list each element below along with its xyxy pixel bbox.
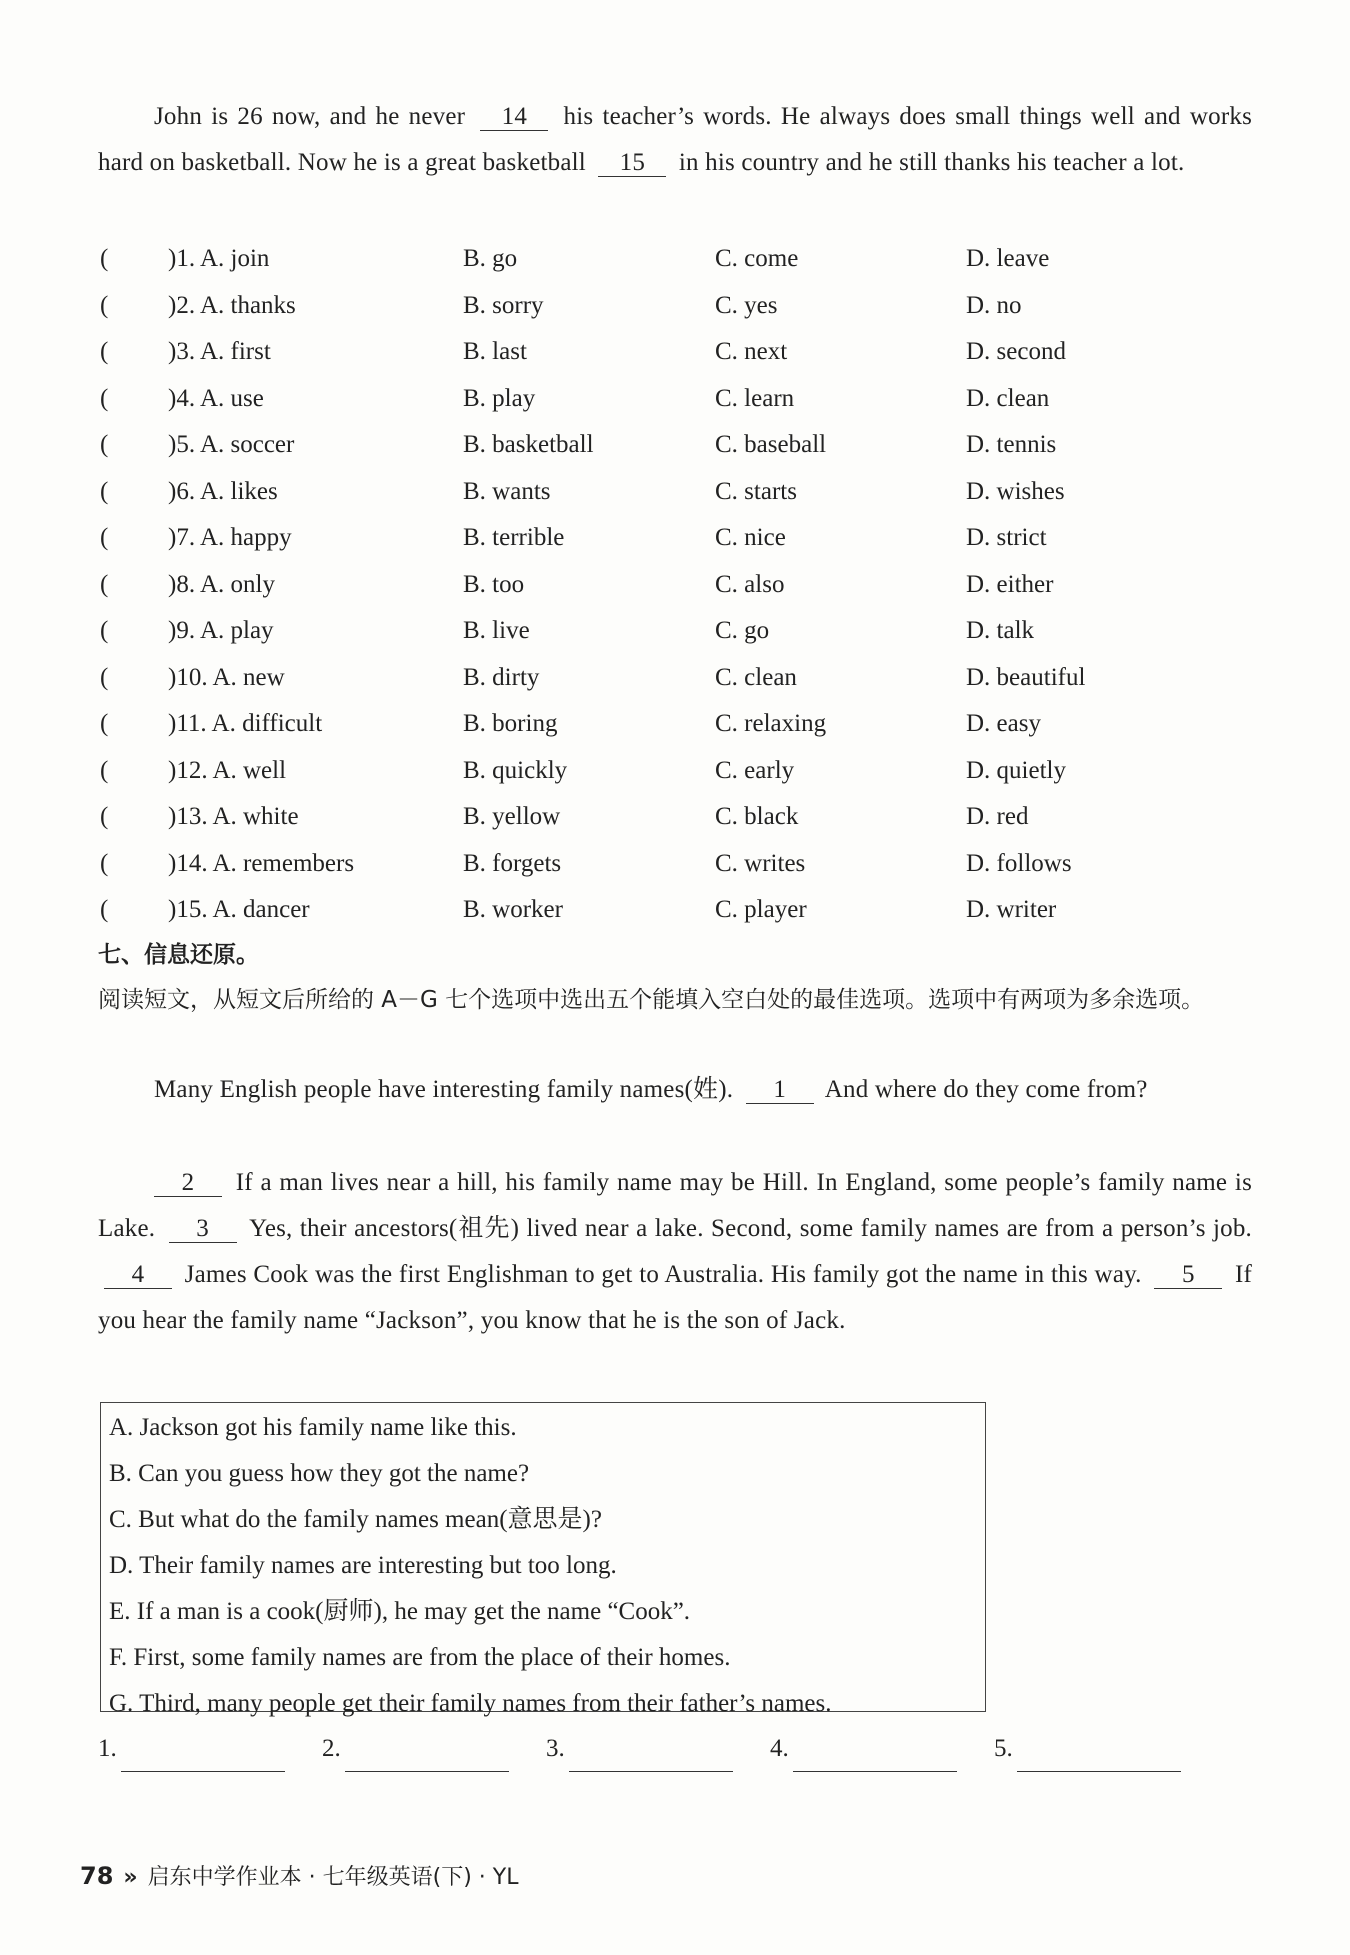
option-d[interactable]: D. leave	[966, 245, 1050, 272]
option-d[interactable]: D. wishes	[966, 477, 1065, 505]
cloze-passage-end	[98, 94, 1252, 186]
option-b[interactable]: B. go	[463, 245, 518, 272]
mc-question-row	[98, 794, 1258, 840]
question-number-and-option-a	[168, 608, 274, 654]
blank-3[interactable]: 3	[169, 1216, 237, 1243]
mc-question-row	[98, 841, 1258, 887]
option-c[interactable]: C. starts	[715, 477, 797, 505]
answer-label: 3.	[546, 1735, 565, 1762]
answer-label: 2.	[322, 1735, 341, 1762]
question-number-and-option-a	[168, 655, 285, 701]
option-a-text[interactable]: A. thanks	[199, 291, 296, 319]
passage-text: John is 26 now, and he never	[154, 103, 466, 130]
option-a: A. Jackson got his family name like this.	[109, 1414, 517, 1441]
answer-line[interactable]	[1017, 1741, 1181, 1772]
question-number: )10.	[168, 663, 208, 691]
mc-question-row	[98, 329, 1258, 375]
answer-paren[interactable]: (	[100, 477, 109, 505]
option-a-text[interactable]: A. well	[212, 756, 287, 784]
mc-question-row	[98, 515, 1258, 561]
option-b[interactable]: B. last	[463, 338, 527, 365]
option-d[interactable]: D. quietly	[966, 756, 1066, 784]
blank-4[interactable]: 4	[104, 1262, 172, 1289]
page-footer	[80, 1858, 518, 1896]
option-d[interactable]: D. easy	[966, 710, 1041, 737]
option-b[interactable]: B. dirty	[463, 663, 540, 691]
option-c[interactable]: C. writes	[715, 849, 806, 877]
question-number-and-option-a	[168, 887, 310, 933]
option-d[interactable]: D. either	[966, 570, 1054, 598]
answer-label: 1.	[98, 1735, 117, 1762]
mc-question-row	[98, 701, 1258, 747]
option-a-text[interactable]: A. soccer	[199, 431, 295, 458]
question-number: )9.	[168, 617, 196, 644]
option-c[interactable]: C. go	[715, 617, 770, 644]
question-number: )5.	[168, 431, 196, 458]
option-a-text[interactable]: A. likes	[199, 477, 278, 505]
question-number-and-option-a	[168, 515, 292, 561]
option-a-text[interactable]: A. dancer	[212, 896, 310, 923]
passage-text: James Cook was the first Englishman to get to Australia. His family got the name in this way.	[184, 1261, 1142, 1288]
option-b[interactable]: B. quickly	[463, 756, 568, 784]
question-number: )12.	[168, 756, 208, 784]
question-number: )7.	[168, 524, 196, 551]
option-f: F. First, some family names are from the place of their homes.	[109, 1644, 731, 1671]
passage-text: Many English people have interesting family names(姓).	[154, 1076, 734, 1103]
mc-question-row	[98, 748, 1258, 794]
option-c[interactable]: C. player	[715, 896, 807, 923]
book-title: 启东中学作业本 · 七年级英语(下) · YL	[147, 1865, 519, 1890]
option-d[interactable]: D. clean	[966, 384, 1050, 412]
option-b[interactable]: B. terrible	[463, 524, 565, 551]
mc-question-row	[98, 422, 1258, 468]
mc-question-row	[98, 655, 1258, 701]
question-number-and-option-a	[168, 841, 354, 887]
answer-paren[interactable]: (	[100, 431, 109, 458]
blank-5[interactable]: 5	[1154, 1262, 1222, 1289]
option-d[interactable]: D. strict	[966, 524, 1047, 551]
question-number: )14.	[168, 849, 208, 877]
question-number-and-option-a	[168, 329, 271, 375]
option-a-text[interactable]: A. play	[199, 617, 274, 644]
answer-slot-2[interactable]	[322, 1726, 509, 1772]
answer-line[interactable]	[569, 1741, 733, 1772]
option-d[interactable]: D. writer	[966, 896, 1057, 923]
option-a-text[interactable]: A. remembers	[212, 849, 355, 877]
answer-line[interactable]	[345, 1741, 509, 1772]
mc-question-row	[98, 608, 1258, 654]
mc-question-row	[98, 887, 1258, 933]
option-c[interactable]: C. black	[715, 803, 799, 830]
answer-paren[interactable]: (	[100, 617, 109, 644]
answer-line[interactable]	[121, 1741, 285, 1772]
options-box	[100, 1402, 986, 1717]
answer-paren[interactable]: (	[100, 384, 109, 412]
answer-slot-4[interactable]	[770, 1726, 957, 1772]
option-d[interactable]: D. follows	[966, 849, 1072, 877]
option-c[interactable]: C. nice	[715, 524, 786, 551]
option-a-text[interactable]: A. only	[199, 570, 275, 598]
question-number: )4.	[168, 384, 196, 412]
option-c[interactable]: C. also	[715, 570, 785, 598]
section-instruction: 阅读短文，从短文后所给的 A－G 七个选项中选出五个能填入空白处的最佳选项。选项中有两项为多余选项。	[98, 987, 1205, 1013]
option-c[interactable]: C. early	[715, 756, 795, 784]
option-b[interactable]: B. boring	[463, 710, 558, 737]
question-number: )6.	[168, 477, 196, 505]
answer-line[interactable]	[793, 1741, 957, 1772]
option-a-text[interactable]: A. difficult	[211, 710, 323, 737]
passage-text: his teacher’s words. He always does small things well and works hard on basketball. Now he is a great basketball	[98, 103, 1252, 176]
answer-paren[interactable]: (	[100, 849, 109, 877]
option-c[interactable]: C. yes	[715, 291, 778, 319]
blank-2[interactable]: 2	[154, 1170, 222, 1197]
answer-label: 5.	[994, 1735, 1013, 1762]
answer-paren[interactable]: (	[100, 803, 109, 830]
question-number: )11.	[168, 710, 207, 737]
option-d[interactable]: D. talk	[966, 617, 1035, 644]
question-number-and-option-a	[168, 469, 278, 515]
option-b[interactable]: B. forgets	[463, 849, 562, 877]
answer-paren[interactable]: (	[100, 524, 109, 551]
passage-text: Yes, their ancestors(祖先) lived near a lake. Second, some family names are from a person’s job.	[249, 1215, 1253, 1242]
option-a-text[interactable]: A. white	[212, 803, 299, 830]
passage-text: in his country and he still thanks his teacher a lot.	[678, 149, 1185, 176]
option-d[interactable]: D. no	[966, 291, 1022, 319]
question-number: )8.	[168, 570, 196, 598]
option-c[interactable]: C. learn	[715, 384, 795, 412]
answer-label: 4.	[770, 1735, 789, 1762]
answer-slot-3[interactable]	[546, 1726, 733, 1772]
mc-question-row	[98, 283, 1258, 329]
answer-paren[interactable]: (	[100, 710, 109, 737]
answer-paren[interactable]: (	[100, 663, 109, 691]
answer-paren[interactable]: (	[100, 338, 109, 365]
question-number-and-option-a	[168, 422, 294, 468]
blank-14[interactable]: 14	[480, 104, 548, 131]
option-d[interactable]: D. second	[966, 338, 1066, 365]
passage-text: If you hear the family name “Jackson”, you know that he is the son of Jack.	[98, 1261, 1253, 1334]
option-c[interactable]: C. come	[715, 245, 799, 272]
option-d[interactable]: D. tennis	[966, 431, 1057, 458]
option-a-text[interactable]: A. join	[199, 245, 270, 272]
question-number: )1.	[168, 245, 196, 272]
blank-15[interactable]: 15	[598, 150, 666, 177]
question-number-and-option-a	[168, 376, 264, 422]
option-b[interactable]: B. basketball	[463, 431, 594, 458]
mc-question-row	[98, 562, 1258, 608]
passage-text: And where do they come from?	[824, 1076, 1148, 1103]
option-c: C. But what do the family names mean(意思是)?	[109, 1506, 602, 1533]
option-c[interactable]: C. relaxing	[715, 710, 827, 737]
option-b[interactable]: B. worker	[463, 896, 563, 923]
option-b[interactable]: B. live	[463, 617, 530, 644]
option-b[interactable]: B. wants	[463, 477, 551, 505]
option-b: B. Can you guess how they got the name?	[109, 1460, 530, 1487]
answer-paren[interactable]: (	[100, 570, 109, 598]
question-number-and-option-a	[168, 236, 269, 282]
double-chevron-icon: »	[123, 1865, 138, 1890]
question-number: )13.	[168, 803, 208, 830]
option-b[interactable]: B. play	[463, 384, 536, 412]
question-number-and-option-a	[168, 562, 275, 608]
answer-paren[interactable]: (	[100, 245, 109, 272]
mc-question-row	[98, 469, 1258, 515]
blank-1[interactable]: 1	[746, 1077, 814, 1104]
option-c[interactable]: C. baseball	[715, 431, 827, 458]
option-g: G. Third, many people get their family names from their father’s names.	[109, 1690, 832, 1717]
question-number: )2.	[168, 291, 196, 319]
option-d[interactable]: D. beautiful	[966, 663, 1086, 691]
mc-question-row	[98, 236, 1258, 282]
answer-slot-1[interactable]	[98, 1726, 285, 1772]
option-a-text[interactable]: A. first	[199, 338, 271, 365]
option-d: D. Their family names are interesting but too long.	[109, 1552, 617, 1579]
option-c[interactable]: C. clean	[715, 663, 797, 691]
answer-paren[interactable]: (	[100, 756, 109, 784]
mc-question-row	[98, 376, 1258, 422]
option-b[interactable]: B. too	[463, 570, 525, 598]
answer-slot-5[interactable]	[994, 1726, 1181, 1772]
option-a-text[interactable]: A. new	[212, 663, 285, 691]
option-c[interactable]: C. next	[715, 338, 788, 365]
section-title: 七、信息还原。	[98, 942, 259, 968]
question-number-and-option-a	[168, 283, 296, 329]
option-b[interactable]: B. yellow	[463, 803, 561, 830]
reading-paragraph-1	[98, 1067, 1252, 1113]
question-number: )15.	[168, 896, 208, 923]
question-number-and-option-a	[168, 701, 322, 747]
option-a-text[interactable]: A. use	[199, 384, 264, 412]
question-number-and-option-a	[168, 748, 286, 794]
question-number: )3.	[168, 338, 196, 365]
answer-paren[interactable]: (	[100, 896, 109, 923]
passage-text: If a man lives near a hill, his family name may be Hill. In England, some people’s family name is Lake.	[98, 1169, 1252, 1242]
answer-paren[interactable]: (	[100, 291, 109, 319]
reading-paragraph-2	[98, 1160, 1252, 1344]
question-number-and-option-a	[168, 794, 299, 840]
option-e: E. If a man is a cook(厨师), he may get the name “Cook”.	[109, 1598, 691, 1625]
option-d[interactable]: D. red	[966, 803, 1029, 830]
option-b[interactable]: B. sorry	[463, 291, 544, 319]
page-number: 78	[80, 1862, 114, 1890]
option-a-text[interactable]: A. happy	[199, 524, 292, 551]
